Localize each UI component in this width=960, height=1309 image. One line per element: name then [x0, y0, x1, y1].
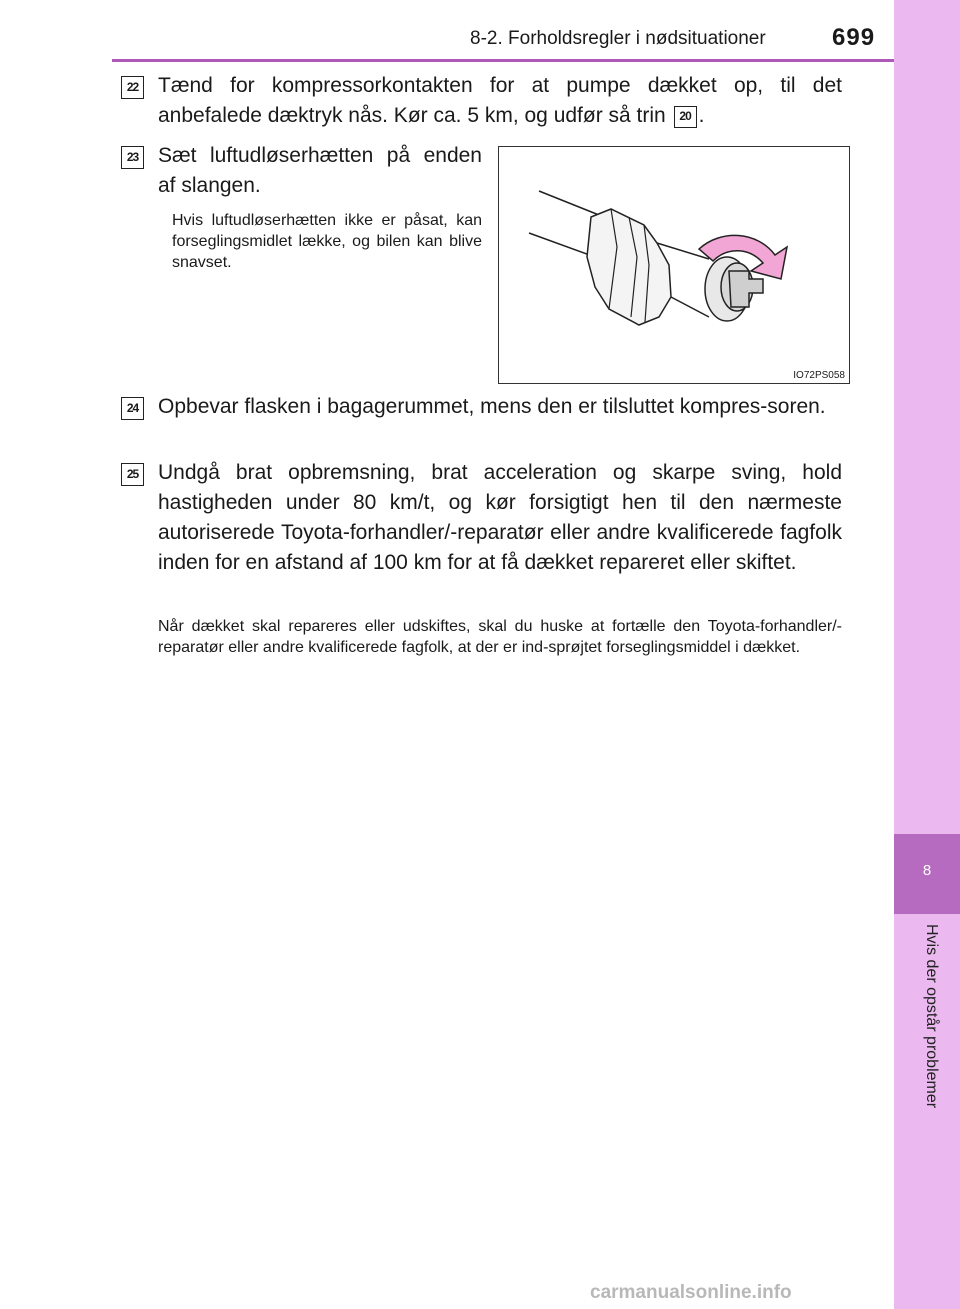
chapter-title: Hvis der opstår problemer	[923, 924, 940, 1109]
side-tab-upper	[894, 0, 960, 834]
step-ref-badge-20: 20	[674, 106, 697, 128]
step-25-note: Når dækket skal repareres eller udskiftes, skal du huske at fortælle den Toyota-forhandler/-reparatør eller andre kvalificerede fagfolk, at der er ind-sprøjtet forseglingsmiddel i dækket.	[158, 618, 842, 656]
illustration-air-release-cap	[498, 146, 850, 384]
step-badge-23: 23	[121, 146, 144, 169]
step-badge-25: 25	[121, 463, 144, 486]
step-badge-22: 22	[121, 76, 144, 99]
section-title: 8-2. Forholdsregler i nødsituationer	[470, 28, 766, 49]
step-23-note: Hvis luftudløserhætten ikke er påsat, kan forseglingsmidlet lække, og bilen kan blive snavset.	[172, 212, 482, 271]
hose-cap-drawing	[499, 147, 849, 383]
step-25-text: Undgå brat opbremsning, brat acceleration og skarpe sving, hold hastigheden under 80 km/t, og kør forsigtigt hen til den nærmeste autoriserede Toyota-forhandler/-reparatør eller andre kvalificerede fagfolk inden for en afstand af 100 km for at få dækket repareret eller skiftet.	[158, 461, 842, 574]
header-rule	[112, 59, 894, 62]
step-22-text-end: .	[698, 104, 705, 127]
page-number: 699	[832, 24, 876, 51]
step-23-text: Sæt luftudløserhætten på enden af slangen.	[158, 144, 482, 197]
watermark: carmanualsonline.info	[590, 1282, 792, 1303]
chapter-number: 8	[922, 862, 932, 879]
step-badge-24: 24	[121, 397, 144, 420]
figure-code: IO72PS058	[793, 370, 845, 381]
step-22-text	[158, 71, 842, 131]
step-22-text-main: Tænd for kompressorkontakten for at pumpe dækket op, til det anbefalede dæktryk nås. Kør ca. 5 km, og udfør så trin	[158, 74, 842, 127]
step-24-text: Opbevar flasken i bagagerummet, mens den er tilsluttet kompres-soren.	[158, 395, 826, 418]
